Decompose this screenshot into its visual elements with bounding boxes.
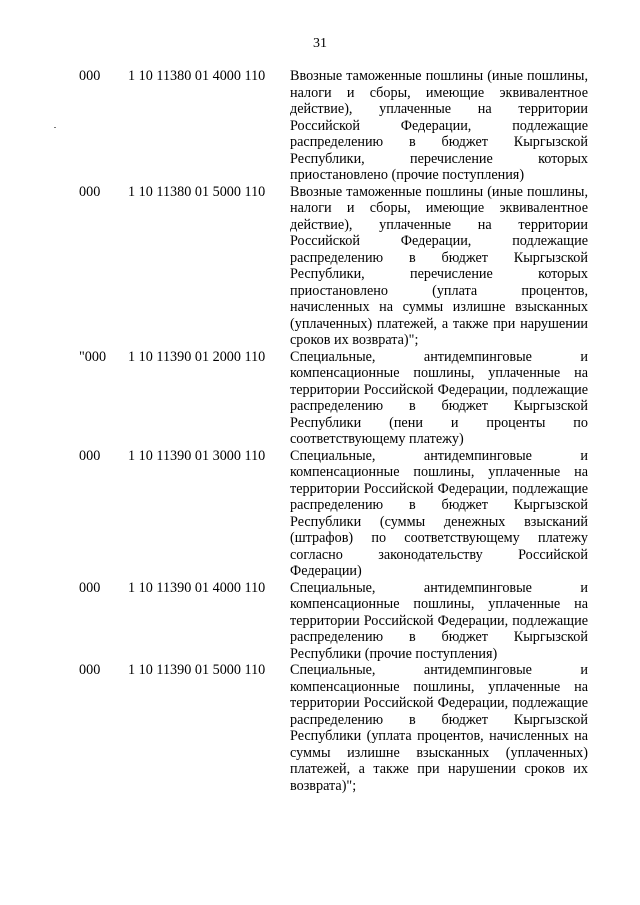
admin-code: 000	[79, 579, 101, 596]
admin-code: 000	[79, 68, 101, 84]
income-description: Специальные, антидемпинговые и компенсационные пошлины, уплаченные на территории Российской Федерации, подлежащие распределению в бюджет Кыргызской Республики (уплата процентов, начисленных на суммы излишне взысканных (уплаченных) платежей, а также при нарушении сроков их возврата)";	[290, 662, 588, 794]
income-description: Ввозные таможенные пошлины (иные пошлины, налоги и сборы, имеющие эквивалентное действие), уплаченные на территории Российской Федерации, подлежащие распределению в бюджет Кыргызской Республики, перечисление которых приостановлено (прочие поступления)	[290, 68, 588, 183]
admin-code: 000	[79, 662, 101, 678]
table-row	[0, 184, 640, 349]
admin-code: 000	[79, 183, 101, 200]
table-row	[0, 580, 640, 663]
budget-classification-code: 1 10 11390 01 5000 110	[128, 662, 266, 678]
budget-classification-code: 1 10 11390 01 3000 110	[128, 447, 266, 464]
admin-code: "000	[79, 348, 107, 365]
table-row	[0, 448, 640, 580]
table-row	[0, 349, 640, 448]
budget-classification-code: 1 10 11390 01 2000 110	[128, 348, 266, 365]
budget-classification-code: 1 10 11390 01 4000 110	[128, 579, 266, 596]
table-row	[0, 68, 640, 184]
budget-classification-code: 1 10 11380 01 4000 110	[128, 68, 266, 84]
table-row	[0, 662, 640, 794]
income-description: Ввозные таможенные пошлины (иные пошлины, налоги и сборы, имеющие эквивалентное действие), уплаченные на территории Российской Федерации, подлежащие распределению в бюджет Кыргызской Республики, перечисление которых приостановлено (уплата процентов, начисленных на суммы излишне взысканных (уплаченных) платежей, а также при нарушении сроков их возврата)";	[290, 183, 588, 348]
budget-classification-code: 1 10 11380 01 5000 110	[128, 183, 266, 200]
income-description: Специальные, антидемпинговые и компенсационные пошлины, уплаченные на территории Российской Федерации, подлежащие распределению в бюджет Кыргызской Республики (пени и проценты по соответствующему платежу)	[290, 348, 588, 447]
admin-code: 000	[79, 447, 101, 464]
income-description: Специальные, антидемпинговые и компенсационные пошлины, уплаченные на территории Российской Федерации, подлежащие распределению в бюджет Кыргызской Республики (суммы денежных взысканий (штрафов) по соответствующему платежу согласно законодательству Российской Федерации)	[290, 447, 588, 579]
income-description: Специальные, антидемпинговые и компенсационные пошлины, уплаченные на территории Российской Федерации, подлежащие распределению в бюджет Кыргызской Республики (прочие поступления)	[290, 579, 588, 662]
budget-code-table	[0, 68, 640, 794]
page-number: 31	[313, 36, 327, 51]
